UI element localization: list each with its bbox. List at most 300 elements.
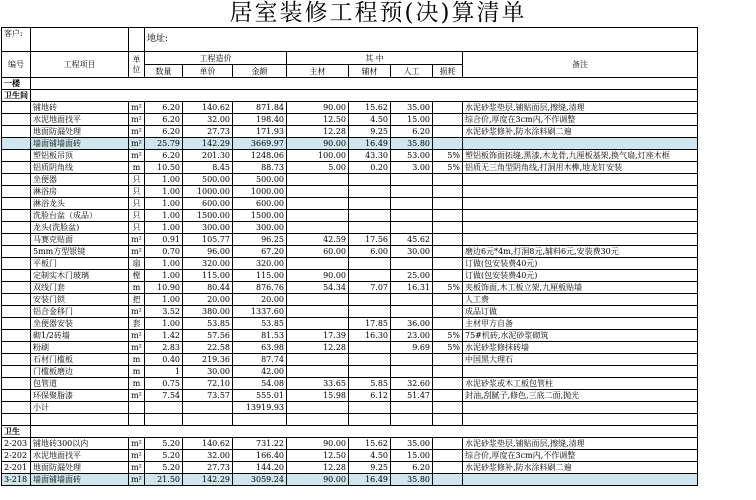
unit-cell[interactable]: m² — [129, 306, 145, 318]
loss-cell[interactable]: 5% — [433, 162, 463, 174]
aux-material-cell[interactable]: 15.62 — [349, 438, 391, 450]
price-cell[interactable]: 72.10 — [183, 378, 233, 390]
unit-cell[interactable]: 樘 — [129, 270, 145, 282]
main-material-cell[interactable] — [287, 294, 349, 306]
qty-cell[interactable]: 0.75 — [145, 378, 183, 390]
item-cell[interactable]: 双线门套 — [31, 282, 129, 294]
labor-cell[interactable] — [391, 222, 433, 234]
labor-cell[interactable]: 3.00 — [391, 162, 433, 174]
loss-cell[interactable] — [433, 366, 463, 378]
labor-cell[interactable]: 35.80 — [391, 474, 433, 486]
unit-cell[interactable]: 套 — [129, 318, 145, 330]
aux-material-cell[interactable]: 16.30 — [349, 330, 391, 342]
qty-cell[interactable]: 3.52 — [145, 306, 183, 318]
price-cell[interactable]: 105.77 — [183, 234, 233, 246]
aux-material-cell[interactable]: 6.12 — [349, 390, 391, 402]
code-cell[interactable] — [2, 366, 31, 378]
aux-material-cell[interactable] — [349, 342, 391, 354]
item-cell[interactable]: 铝合金移门 — [31, 306, 129, 318]
labor-cell[interactable]: 35.00 — [391, 438, 433, 450]
unit-cell[interactable]: m² — [129, 246, 145, 258]
note-cell[interactable]: 磨边6元*4m,打洞8元,辅料6元,安装费30元 — [463, 246, 698, 258]
loss-cell[interactable] — [433, 102, 463, 114]
unit-cell[interactable]: m — [129, 354, 145, 366]
labor-cell[interactable]: 36.00 — [391, 318, 433, 330]
note-cell[interactable]: 综合价,厚度在3cm内,不作调整 — [463, 114, 698, 126]
price-cell[interactable]: 32.00 — [183, 114, 233, 126]
main-material-cell[interactable]: 90.00 — [287, 474, 349, 486]
main-material-cell[interactable]: 15.98 — [287, 390, 349, 402]
code-cell[interactable] — [2, 222, 31, 234]
labor-cell[interactable]: 35.80 — [391, 138, 433, 150]
aux-material-cell[interactable]: 4.50 — [349, 450, 391, 462]
qty-cell[interactable]: 5.20 — [145, 462, 183, 474]
item-cell[interactable]: 5mm方型银镜 — [31, 246, 129, 258]
item-cell[interactable]: 铺地砖300以内 — [31, 438, 129, 450]
amount-cell[interactable]: 320.00 — [233, 258, 287, 270]
loss-cell[interactable] — [433, 378, 463, 390]
aux-material-cell[interactable]: 5.85 — [349, 378, 391, 390]
code-cell[interactable] — [2, 198, 31, 210]
code-cell[interactable] — [2, 150, 31, 162]
note-cell[interactable]: 75#机砖,水泥砂浆砌筑 — [463, 330, 698, 342]
amount-cell[interactable]: 20.00 — [233, 294, 287, 306]
item-cell[interactable]: 水泥地面找平 — [31, 450, 129, 462]
code-cell[interactable] — [2, 258, 31, 270]
note-cell[interactable] — [463, 234, 698, 246]
amount-cell[interactable]: 731.22 — [233, 438, 287, 450]
note-cell[interactable]: 水泥砂浆或木工板包管柱 — [463, 378, 698, 390]
price-cell[interactable]: 219.36 — [183, 354, 233, 366]
qty-cell[interactable]: 10.90 — [145, 282, 183, 294]
price-cell[interactable]: 142.29 — [183, 138, 233, 150]
aux-material-cell[interactable] — [349, 354, 391, 366]
amount-cell[interactable]: 166.40 — [233, 450, 287, 462]
unit-cell[interactable]: m² — [129, 342, 145, 354]
main-material-cell[interactable] — [287, 366, 349, 378]
qty-cell[interactable]: 0.40 — [145, 354, 183, 366]
price-cell[interactable]: 32.00 — [183, 450, 233, 462]
price-cell[interactable]: 1000.00 — [183, 186, 233, 198]
code-cell[interactable] — [2, 174, 31, 186]
main-material-cell[interactable]: 60.00 — [287, 246, 349, 258]
price-cell[interactable]: 57.56 — [183, 330, 233, 342]
labor-cell[interactable] — [391, 354, 433, 366]
note-cell[interactable] — [463, 210, 698, 222]
qty-cell[interactable]: 6.20 — [145, 102, 183, 114]
amount-cell[interactable]: 42.00 — [233, 366, 287, 378]
note-cell[interactable]: 塑铝板饰面拓缝,黑漆,木龙骨,九厘板基架,换气扇,灯座木框 — [463, 150, 698, 162]
aux-material-cell[interactable] — [349, 402, 391, 414]
amount-cell[interactable]: 87.74 — [233, 354, 287, 366]
main-material-cell[interactable] — [287, 258, 349, 270]
price-cell[interactable]: 53.85 — [183, 318, 233, 330]
aux-material-cell[interactable]: 4.50 — [349, 114, 391, 126]
code-cell[interactable]: 2-202 — [2, 450, 31, 462]
price-cell[interactable]: 140.62 — [183, 438, 233, 450]
aux-material-cell[interactable]: 0.20 — [349, 162, 391, 174]
loss-cell[interactable]: 5% — [433, 342, 463, 354]
unit-cell[interactable]: m² — [129, 330, 145, 342]
aux-material-cell[interactable]: 7.07 — [349, 282, 391, 294]
price-cell[interactable]: 600.00 — [183, 198, 233, 210]
code-cell[interactable] — [2, 162, 31, 174]
loss-cell[interactable] — [433, 462, 463, 474]
note-cell[interactable] — [463, 174, 698, 186]
note-cell[interactable] — [463, 138, 698, 150]
unit-cell[interactable]: m² — [129, 450, 145, 462]
qty-cell[interactable]: 0.70 — [145, 246, 183, 258]
aux-material-cell[interactable] — [349, 186, 391, 198]
loss-cell[interactable] — [433, 186, 463, 198]
code-cell[interactable] — [2, 402, 31, 414]
labor-cell[interactable]: 9.69 — [391, 342, 433, 354]
aux-material-cell[interactable]: 17.56 — [349, 234, 391, 246]
loss-cell[interactable] — [433, 354, 463, 366]
item-cell[interactable]: 铝质阴角线 — [31, 162, 129, 174]
note-cell[interactable]: 主材甲方自备 — [463, 318, 698, 330]
loss-cell[interactable] — [433, 174, 463, 186]
labor-cell[interactable] — [391, 402, 433, 414]
note-cell[interactable]: 水泥砂浆垫层,铺贴面层,擦缝,清理 — [463, 102, 698, 114]
labor-cell[interactable] — [391, 174, 433, 186]
aux-material-cell[interactable] — [349, 294, 391, 306]
qty-cell[interactable]: 5.20 — [145, 438, 183, 450]
price-cell[interactable]: 140.62 — [183, 102, 233, 114]
unit-cell[interactable]: m² — [129, 462, 145, 474]
loss-cell[interactable] — [433, 138, 463, 150]
unit-cell[interactable]: m — [129, 162, 145, 174]
main-material-cell[interactable] — [287, 174, 349, 186]
amount-cell[interactable]: 54.08 — [233, 378, 287, 390]
aux-material-cell[interactable]: 6.00 — [349, 246, 391, 258]
aux-material-cell[interactable] — [349, 198, 391, 210]
loss-cell[interactable] — [433, 306, 463, 318]
item-cell[interactable]: 洗脸台盆（成品） — [31, 210, 129, 222]
amount-cell[interactable]: 300.00 — [233, 222, 287, 234]
note-cell[interactable] — [463, 186, 698, 198]
loss-cell[interactable] — [433, 318, 463, 330]
loss-cell[interactable] — [433, 198, 463, 210]
labor-cell[interactable] — [391, 198, 433, 210]
labor-cell[interactable] — [391, 294, 433, 306]
code-cell[interactable] — [2, 186, 31, 198]
item-cell[interactable]: 坐便器安装 — [31, 318, 129, 330]
loss-cell[interactable] — [433, 234, 463, 246]
qty-cell[interactable]: 1.00 — [145, 198, 183, 210]
item-cell[interactable]: 安装门锁 — [31, 294, 129, 306]
price-cell[interactable]: 20.00 — [183, 294, 233, 306]
main-material-cell[interactable] — [287, 318, 349, 330]
price-cell[interactable]: 27.73 — [183, 126, 233, 138]
labor-cell[interactable]: 15.00 — [391, 114, 433, 126]
qty-cell[interactable]: 7.54 — [145, 390, 183, 402]
code-cell[interactable]: 3-218 — [2, 474, 31, 486]
aux-material-cell[interactable]: 9.25 — [349, 462, 391, 474]
note-cell[interactable]: 订做(包安装费40元) — [463, 258, 698, 270]
unit-cell[interactable]: m — [129, 378, 145, 390]
item-cell[interactable]: 坐便器 — [31, 174, 129, 186]
unit-cell[interactable]: 只 — [129, 210, 145, 222]
amount-cell[interactable]: 81.53 — [233, 330, 287, 342]
code-cell[interactable] — [2, 294, 31, 306]
code-cell[interactable] — [2, 114, 31, 126]
main-material-cell[interactable]: 42.59 — [287, 234, 349, 246]
amount-cell[interactable]: 63.98 — [233, 342, 287, 354]
price-cell[interactable]: 115.00 — [183, 270, 233, 282]
labor-cell[interactable]: 15.00 — [391, 450, 433, 462]
unit-cell[interactable]: m² — [129, 474, 145, 486]
amount-cell[interactable]: 198.40 — [233, 114, 287, 126]
amount-cell[interactable]: 53.85 — [233, 318, 287, 330]
main-material-cell[interactable] — [287, 222, 349, 234]
code-cell[interactable] — [2, 102, 31, 114]
qty-cell[interactable]: 25.79 — [145, 138, 183, 150]
price-cell[interactable]: 80.44 — [183, 282, 233, 294]
loss-cell[interactable] — [433, 246, 463, 258]
qty-cell[interactable]: 1.00 — [145, 270, 183, 282]
item-cell[interactable]: 地面防漏处理 — [31, 126, 129, 138]
labor-cell[interactable]: 32.60 — [391, 378, 433, 390]
unit-cell[interactable]: m² — [129, 138, 145, 150]
aux-material-cell[interactable] — [349, 258, 391, 270]
aux-material-cell[interactable] — [349, 366, 391, 378]
item-cell[interactable]: 马赛克贴面 — [31, 234, 129, 246]
labor-cell[interactable] — [391, 366, 433, 378]
amount-cell[interactable]: 600.00 — [233, 198, 287, 210]
note-cell[interactable]: 封油,刮腻子,修色,三底二面,抛光 — [463, 390, 698, 402]
main-material-cell[interactable]: 90.00 — [287, 102, 349, 114]
main-material-cell[interactable]: 12.50 — [287, 450, 349, 462]
item-cell[interactable]: 门槛板磨边 — [31, 366, 129, 378]
unit-cell[interactable]: m² — [129, 150, 145, 162]
price-cell[interactable]: 380.00 — [183, 306, 233, 318]
amount-cell[interactable]: 1500.00 — [233, 210, 287, 222]
aux-material-cell[interactable]: 17.85 — [349, 318, 391, 330]
loss-cell[interactable] — [433, 390, 463, 402]
main-material-cell[interactable] — [287, 354, 349, 366]
price-cell[interactable]: 320.00 — [183, 258, 233, 270]
amount-cell[interactable]: 500.00 — [233, 174, 287, 186]
note-cell[interactable] — [463, 198, 698, 210]
note-cell[interactable]: 水泥砂浆垫层,铺贴面层,擦缝,清理 — [463, 438, 698, 450]
price-cell[interactable]: 8.45 — [183, 162, 233, 174]
amount-cell[interactable]: 88.73 — [233, 162, 287, 174]
aux-material-cell[interactable]: 43.30 — [349, 150, 391, 162]
labor-cell[interactable]: 6.20 — [391, 126, 433, 138]
loss-cell[interactable] — [433, 210, 463, 222]
loss-cell[interactable]: 5% — [433, 330, 463, 342]
amount-cell[interactable]: 876.76 — [233, 282, 287, 294]
qty-cell[interactable]: 1.00 — [145, 174, 183, 186]
labor-cell[interactable]: 53.00 — [391, 150, 433, 162]
aux-material-cell[interactable] — [349, 210, 391, 222]
main-material-cell[interactable]: 5.00 — [287, 162, 349, 174]
item-cell[interactable]: 粉刷 — [31, 342, 129, 354]
aux-material-cell[interactable] — [349, 270, 391, 282]
main-material-cell[interactable]: 12.28 — [287, 462, 349, 474]
item-cell[interactable]: 环保聚脂漆 — [31, 390, 129, 402]
qty-cell[interactable]: 1.00 — [145, 294, 183, 306]
qty-cell[interactable]: 1.00 — [145, 222, 183, 234]
loss-cell[interactable] — [433, 438, 463, 450]
unit-cell[interactable]: 扇 — [129, 258, 145, 270]
amount-cell[interactable]: 171.93 — [233, 126, 287, 138]
labor-cell[interactable]: 35.00 — [391, 102, 433, 114]
item-cell[interactable]: 小计 — [31, 402, 129, 414]
item-cell[interactable]: 砌1/2砖墙 — [31, 330, 129, 342]
qty-cell[interactable]: 1 — [145, 366, 183, 378]
unit-cell[interactable]: m — [129, 282, 145, 294]
loss-cell[interactable] — [433, 294, 463, 306]
amount-cell[interactable]: 1337.60 — [233, 306, 287, 318]
unit-cell[interactable]: m² — [129, 390, 145, 402]
aux-material-cell[interactable]: 16.49 — [349, 474, 391, 486]
qty-cell[interactable]: 1.00 — [145, 318, 183, 330]
price-cell[interactable]: 73.57 — [183, 390, 233, 402]
code-cell[interactable] — [2, 354, 31, 366]
item-cell[interactable]: 定制实木门玻璃 — [31, 270, 129, 282]
labor-cell[interactable]: 45.62 — [391, 234, 433, 246]
qty-cell[interactable]: 2.83 — [145, 342, 183, 354]
item-cell[interactable]: 铺地砖 — [31, 102, 129, 114]
loss-cell[interactable] — [433, 258, 463, 270]
code-cell[interactable] — [2, 270, 31, 282]
code-cell[interactable] — [2, 330, 31, 342]
note-cell[interactable]: 夹板饰面,木工板立架,九厘板贴墙 — [463, 282, 698, 294]
item-cell[interactable]: 墙面铺墙面砖 — [31, 474, 129, 486]
item-cell[interactable]: 墙面铺墙面砖 — [31, 138, 129, 150]
price-cell[interactable]: 30.00 — [183, 366, 233, 378]
main-material-cell[interactable]: 90.00 — [287, 438, 349, 450]
amount-cell[interactable]: 67.20 — [233, 246, 287, 258]
code-cell[interactable] — [2, 306, 31, 318]
price-cell[interactable]: 300.00 — [183, 222, 233, 234]
aux-material-cell[interactable] — [349, 174, 391, 186]
price-cell[interactable]: 27.73 — [183, 462, 233, 474]
unit-cell[interactable]: m — [129, 366, 145, 378]
main-material-cell[interactable]: 12.28 — [287, 342, 349, 354]
note-cell[interactable] — [463, 222, 698, 234]
unit-cell[interactable]: m² — [129, 114, 145, 126]
labor-cell[interactable] — [391, 186, 433, 198]
main-material-cell[interactable]: 12.28 — [287, 126, 349, 138]
labor-cell[interactable]: 23.00 — [391, 330, 433, 342]
item-cell[interactable]: 水泥地面找平 — [31, 114, 129, 126]
item-cell[interactable]: 石材门槛板 — [31, 354, 129, 366]
price-cell[interactable]: 142.29 — [183, 474, 233, 486]
item-cell[interactable]: 龙头(洗脸盆) — [31, 222, 129, 234]
code-cell[interactable]: 2-203 — [2, 438, 31, 450]
labor-cell[interactable]: 6.20 — [391, 462, 433, 474]
item-cell[interactable]: 平板门 — [31, 258, 129, 270]
unit-cell[interactable]: m² — [129, 126, 145, 138]
main-material-cell[interactable]: 12.50 — [287, 114, 349, 126]
code-cell[interactable] — [2, 126, 31, 138]
code-cell[interactable] — [2, 342, 31, 354]
loss-cell[interactable] — [433, 126, 463, 138]
loss-cell[interactable] — [433, 270, 463, 282]
code-cell[interactable] — [2, 138, 31, 150]
qty-cell[interactable] — [145, 402, 183, 414]
labor-cell[interactable]: 51.47 — [391, 390, 433, 402]
amount-cell[interactable]: 3059.24 — [233, 474, 287, 486]
qty-cell[interactable]: 6.20 — [145, 150, 183, 162]
labor-cell[interactable] — [391, 210, 433, 222]
amount-cell[interactable]: 144.20 — [233, 462, 287, 474]
aux-material-cell[interactable] — [349, 222, 391, 234]
code-cell[interactable] — [2, 390, 31, 402]
amount-cell[interactable]: 1000.00 — [233, 186, 287, 198]
main-material-cell[interactable]: 90.00 — [287, 138, 349, 150]
unit-cell[interactable]: 只 — [129, 186, 145, 198]
note-cell[interactable] — [463, 366, 698, 378]
labor-cell[interactable] — [391, 258, 433, 270]
qty-cell[interactable]: 1.00 — [145, 210, 183, 222]
labor-cell[interactable]: 25.00 — [391, 270, 433, 282]
main-material-cell[interactable]: 90.00 — [287, 270, 349, 282]
main-material-cell[interactable] — [287, 210, 349, 222]
aux-material-cell[interactable] — [349, 306, 391, 318]
loss-cell[interactable] — [433, 450, 463, 462]
item-cell[interactable]: 地面防漏处理 — [31, 462, 129, 474]
unit-cell[interactable]: 只 — [129, 222, 145, 234]
amount-cell[interactable]: 1248.06 — [233, 150, 287, 162]
price-cell[interactable]: 201.30 — [183, 150, 233, 162]
price-cell[interactable]: 1500.00 — [183, 210, 233, 222]
code-cell[interactable] — [2, 246, 31, 258]
code-cell[interactable] — [2, 318, 31, 330]
code-cell[interactable] — [2, 282, 31, 294]
unit-cell[interactable]: m² — [129, 438, 145, 450]
code-cell[interactable] — [2, 378, 31, 390]
qty-cell[interactable]: 1.00 — [145, 186, 183, 198]
address-label-cell[interactable]: 地址: — [145, 28, 698, 52]
qty-cell[interactable]: 0.91 — [145, 234, 183, 246]
loss-cell[interactable] — [433, 402, 463, 414]
loss-cell[interactable]: 5% — [433, 282, 463, 294]
labor-cell[interactable] — [391, 306, 433, 318]
aux-material-cell[interactable]: 15.62 — [349, 102, 391, 114]
customer-value-cell[interactable] — [31, 28, 129, 52]
main-material-cell[interactable]: 33.65 — [287, 378, 349, 390]
amount-cell[interactable]: 13919.93 — [233, 402, 287, 414]
loss-cell[interactable]: 5% — [433, 150, 463, 162]
aux-material-cell[interactable]: 9.25 — [349, 126, 391, 138]
price-cell[interactable] — [183, 402, 233, 414]
unit-cell[interactable] — [129, 402, 145, 414]
qty-cell[interactable]: 1.00 — [145, 258, 183, 270]
amount-cell[interactable]: 115.00 — [233, 270, 287, 282]
price-cell[interactable]: 500.00 — [183, 174, 233, 186]
main-material-cell[interactable]: 100.00 — [287, 150, 349, 162]
note-cell[interactable]: 综合价,厚度在3cm内,不作调整 — [463, 450, 698, 462]
item-cell[interactable]: 塑铝板吊顶 — [31, 150, 129, 162]
labor-cell[interactable]: 16.31 — [391, 282, 433, 294]
main-material-cell[interactable] — [287, 198, 349, 210]
price-cell[interactable]: 96.00 — [183, 246, 233, 258]
item-cell[interactable]: 淋浴龙头 — [31, 198, 129, 210]
note-cell[interactable]: 水泥砂浆修抹砖墙 — [463, 342, 698, 354]
loss-cell[interactable] — [433, 474, 463, 486]
main-material-cell[interactable]: 54.34 — [287, 282, 349, 294]
price-cell[interactable]: 22.58 — [183, 342, 233, 354]
code-cell[interactable] — [2, 210, 31, 222]
main-material-cell[interactable] — [287, 402, 349, 414]
qty-cell[interactable]: 21.50 — [145, 474, 183, 486]
qty-cell[interactable]: 6.20 — [145, 126, 183, 138]
qty-cell[interactable]: 10.50 — [145, 162, 183, 174]
